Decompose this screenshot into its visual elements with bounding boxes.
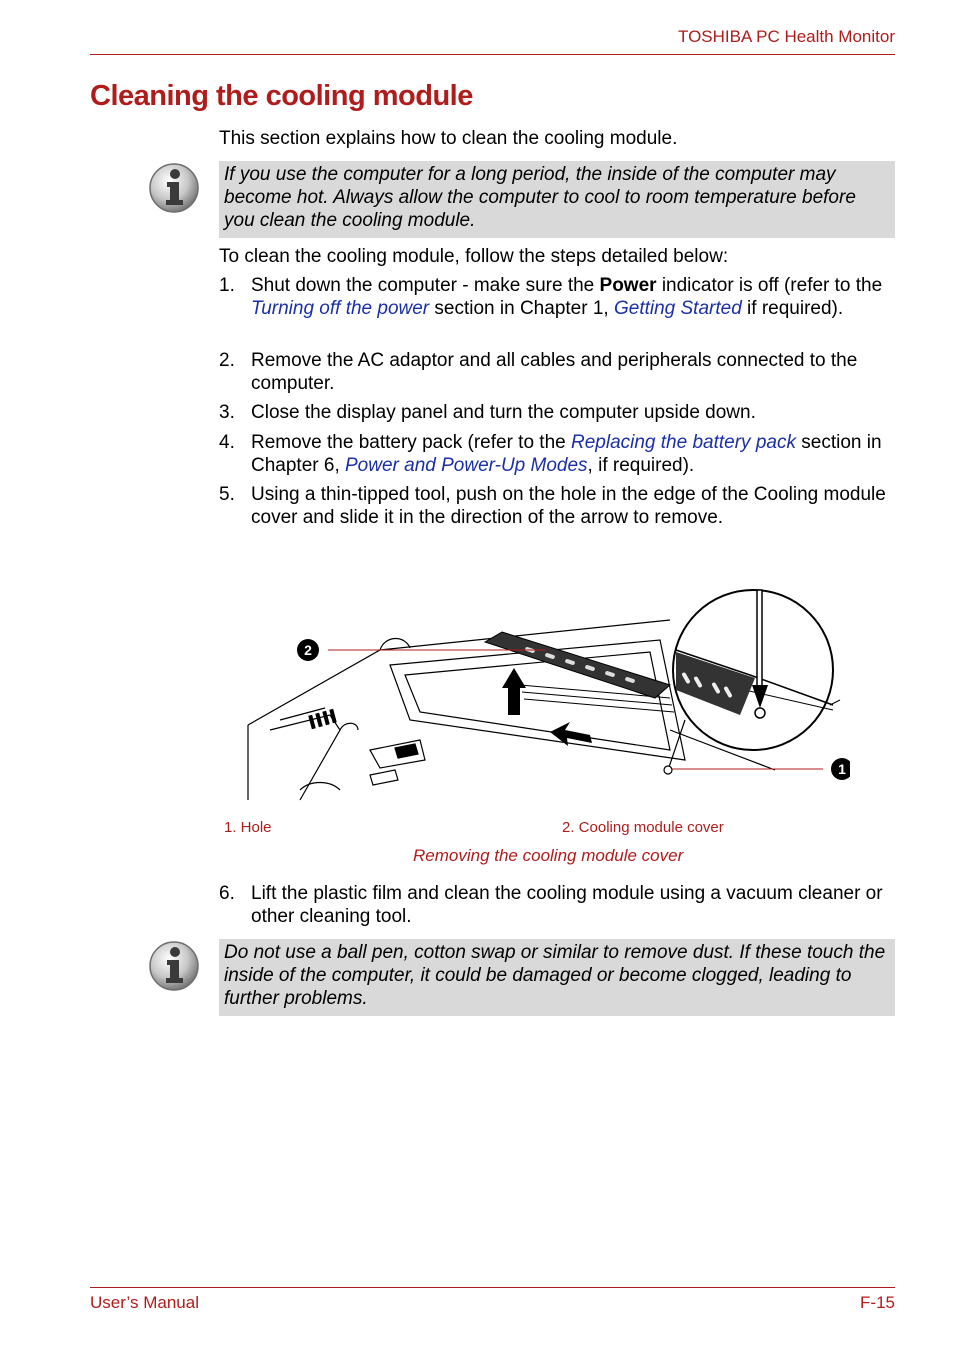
slide-arrow [550,722,592,746]
page-number: F-15 [860,1293,895,1312]
note-cleaning-warning: Do not use a ball pen, cotton swap or similar to remove dust. If these touch the inside of the computer, it could be damaged or become clogged, leading to further problems. [219,939,895,1016]
link-turning-off-power[interactable]: Turning off the power [251,298,430,319]
figure-caption: Removing the cooling module cover [413,846,684,865]
page-title: Cleaning the cooling module [90,80,473,112]
list-item: 1. Shut down the computer - make sure the Power indicator is off (refer to the Turning off the power section in Chapter 1, Getting Started if required). [219,275,883,319]
list-item: 5. Using a thin-tipped tool, push on the hole in the edge of the Cooling module cover and slide it in the direction of the arrow to remove. [219,484,886,528]
link-power-modes[interactable]: Power and Power-Up Modes [345,455,588,476]
intro-paragraph: This section explains how to clean the cooling module. [219,128,678,149]
power-label: Power [599,275,657,296]
info-icon [148,940,200,992]
running-header: TOSHIBA PC Health Monitor [678,27,895,46]
list-item: 6. Lift the plastic film and clean the cooling module using a vacuum cleaner or other cleaning tool. [219,883,883,927]
list-item: 3. Close the display panel and turn the computer upside down. [219,402,756,423]
figure-label-hole: 1. Hole [224,819,272,836]
footer-manual-title: User’s Manual [90,1293,199,1312]
callout-1-number: 1 [838,761,846,777]
link-replacing-battery-pack[interactable]: Replacing the battery pack [571,432,796,453]
list-item: 4. Remove the battery pack (refer to the Replacing the battery pack section in Chapter 6, Power and Power-Up Modes, if required). [219,432,882,476]
link-getting-started[interactable]: Getting Started [613,298,742,319]
steps-intro: To clean the cooling module, follow the steps detailed below: [219,246,729,267]
callout-1 [831,758,850,780]
cooling-module-illustration [240,580,850,810]
footer-rule [90,1287,895,1288]
callout-2 [297,639,319,661]
header-rule [90,54,895,55]
figure-label-cover: 2. Cooling module cover [562,819,724,836]
lift-arrow [502,668,526,715]
note-hot-computer: If you use the computer for a long period, the inside of the computer may become hot. Always allow the computer to cool to room temperature before you clean the cooling module. [219,161,895,238]
list-item: 2. Remove the AC adaptor and all cables and peripherals connected to the computer. [219,350,858,394]
callout-2-number: 2 [304,642,312,658]
hole-marker [664,766,672,774]
info-icon [148,162,200,214]
magnified-detail [668,590,840,770]
